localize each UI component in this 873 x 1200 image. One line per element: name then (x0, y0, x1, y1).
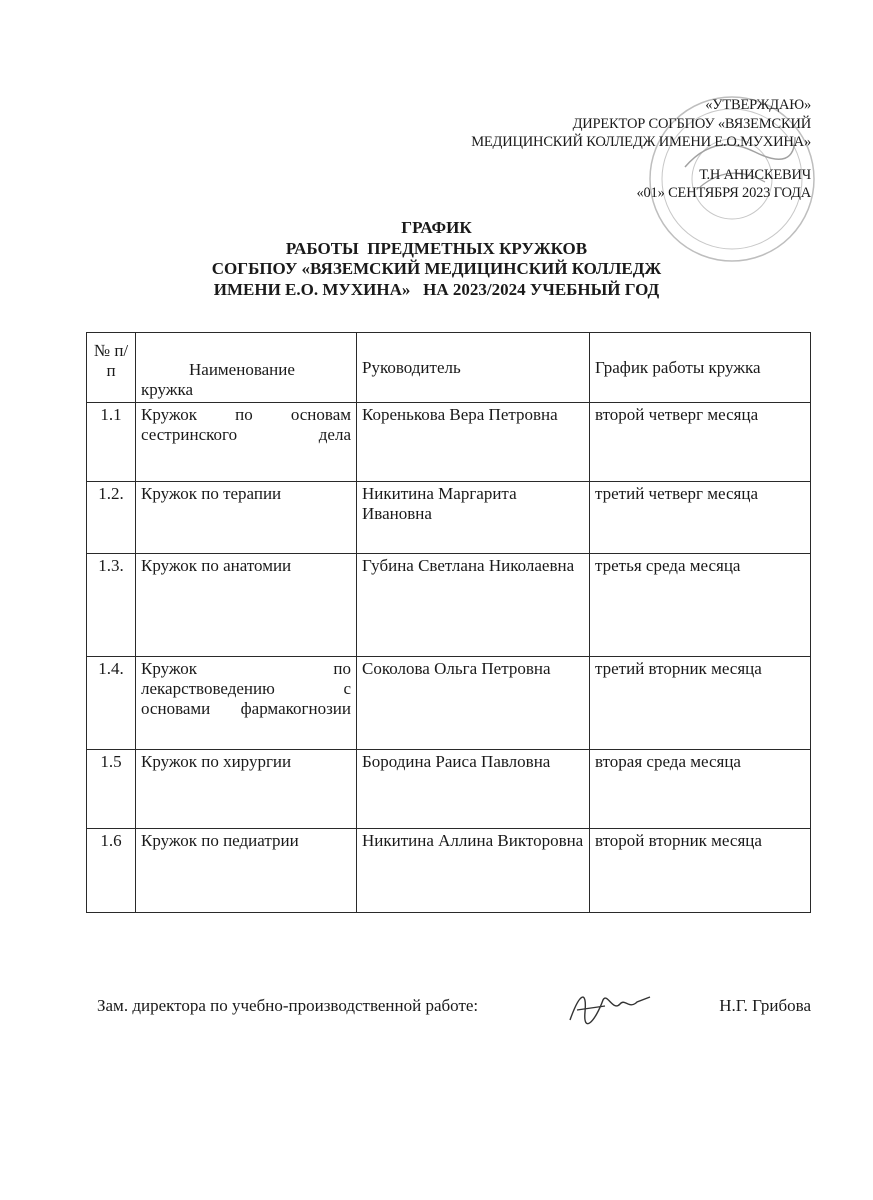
table-row (87, 750, 811, 829)
footer-signature-line (97, 990, 817, 1040)
header-schedule: График работы кружка (590, 333, 811, 403)
row-name: Кружок по терапии (136, 482, 357, 554)
approval-organization: МЕДИЦИНСКИЙ КОЛЛЕДЖ ИМЕНИ Е.О.МУХИНА» (471, 134, 811, 150)
approval-block (471, 96, 811, 203)
table-header-row (87, 333, 811, 403)
approval-header: «УТВЕРЖДАЮ» (705, 97, 811, 113)
row-name: Кружок по анатомии (136, 554, 357, 657)
row-name: Кружок по основам сестринского дела (136, 403, 357, 482)
row-leader: Никитина Маргарита Ивановна (357, 482, 590, 554)
row-num: 1.1 (87, 403, 136, 482)
title-line-3: СОГБПОУ «ВЯЗЕМСКИЙ МЕДИЦИНСКИЙ КОЛЛЕДЖ (211, 259, 662, 278)
table-row (87, 482, 811, 554)
row-schedule: третий вторник месяца (590, 657, 811, 750)
deputy-director-name: Н.Г. Грибова (719, 996, 811, 1015)
row-name: Кружок по хирургии (136, 750, 357, 829)
row-schedule: третья среда месяца (590, 554, 811, 657)
header-num: № п/п (87, 333, 136, 403)
row-num: 1.4. (87, 657, 136, 750)
row-num: 1.5 (87, 750, 136, 829)
handwritten-signature (565, 982, 655, 1032)
title-line-4: ИМЕНИ Е.О. МУХИНА» НА 2023/2024 УЧЕБНЫЙ ГОД (213, 279, 660, 299)
row-leader: Коренькова Вера Петровна (357, 403, 590, 482)
row-num: 1.6 (87, 829, 136, 913)
deputy-director-position: Зам. директора по учебно-производственной работе: (97, 996, 479, 1015)
schedule-table (86, 332, 811, 913)
header-name: Наименование кружка (136, 333, 357, 403)
table-row (87, 403, 811, 482)
table-row (87, 829, 811, 913)
title-line-2: РАБОТЫ ПРЕДМЕТНЫХ КРУЖКОВ (285, 238, 588, 258)
row-schedule: вторая среда месяца (590, 750, 811, 829)
row-schedule: второй четверг месяца (590, 403, 811, 482)
row-leader: Губина Светлана Николаевна (357, 554, 590, 657)
document-title (0, 218, 873, 300)
header-leader: Руководитель (357, 333, 590, 403)
table-row (87, 554, 811, 657)
row-leader: Соколова Ольга Петровна (357, 657, 590, 750)
row-schedule: второй вторник месяца (590, 829, 811, 913)
row-num: 1.3. (87, 554, 136, 657)
row-name: Кружок по лекарствоведению с основами фармакогнозии (136, 657, 357, 750)
row-leader: Бородина Раиса Павловна (357, 750, 590, 829)
table-row (87, 657, 811, 750)
title-line-1: ГРАФИК (401, 218, 472, 237)
approval-signer: Т.Н АНИСКЕВИЧ (699, 166, 811, 183)
row-schedule: третий четверг месяца (590, 482, 811, 554)
approval-position: ДИРЕКТОР СОГБПОУ «ВЯЗЕМСКИЙ (572, 115, 811, 132)
row-leader: Никитина Аллина Викторовна (357, 829, 590, 913)
row-name: Кружок по педиатрии (136, 829, 357, 913)
row-num: 1.2. (87, 482, 136, 554)
approval-date: «01» СЕНТЯБРЯ 2023 ГОДА (636, 185, 811, 201)
